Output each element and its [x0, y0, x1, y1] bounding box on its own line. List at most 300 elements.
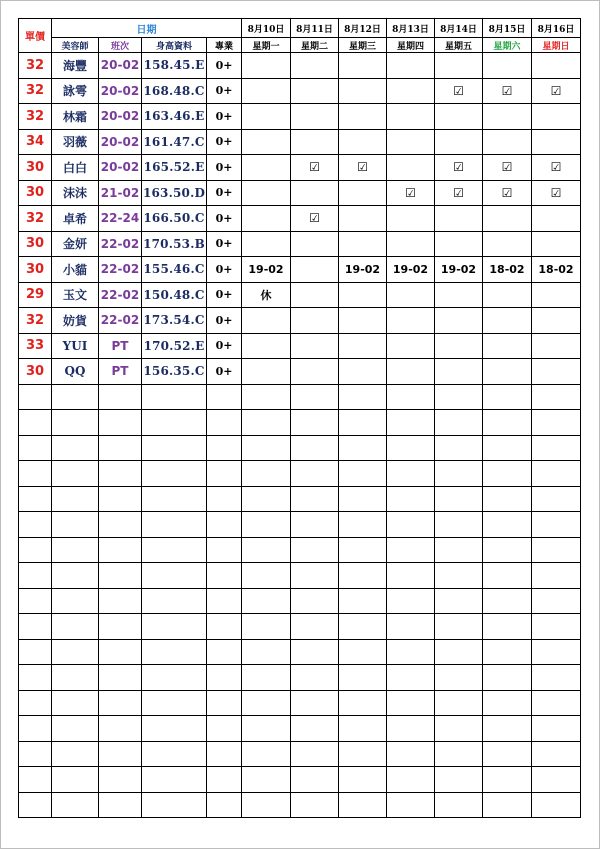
empty-cell	[291, 639, 339, 665]
empty-cell	[242, 588, 291, 614]
empty-cell	[339, 716, 387, 742]
price-cell: 33	[19, 333, 52, 359]
empty-cell	[242, 435, 291, 461]
empty-cell	[242, 384, 291, 410]
empty-cell	[387, 537, 435, 563]
schedule-cell	[291, 231, 339, 257]
empty-table-row	[19, 792, 581, 818]
empty-cell	[19, 614, 52, 640]
empty-cell	[207, 537, 242, 563]
empty-cell	[52, 767, 99, 793]
empty-cell	[435, 563, 483, 589]
price-cell: 34	[19, 129, 52, 155]
height-cell: 173.54.C	[142, 308, 207, 334]
empty-cell	[532, 563, 581, 589]
specialty-header: 專業	[207, 38, 242, 53]
schedule-cell	[339, 231, 387, 257]
table-row	[19, 104, 581, 130]
empty-cell	[291, 767, 339, 793]
specialty-cell: 0+	[207, 333, 242, 359]
schedule-cell	[387, 231, 435, 257]
empty-cell	[435, 690, 483, 716]
empty-cell	[99, 741, 142, 767]
empty-cell	[242, 486, 291, 512]
schedule-cell	[291, 359, 339, 385]
schedule-cell: 19-02	[242, 257, 291, 283]
empty-cell	[99, 614, 142, 640]
empty-cell	[339, 665, 387, 691]
empty-cell	[52, 716, 99, 742]
empty-cell	[532, 792, 581, 818]
empty-cell	[99, 767, 142, 793]
class-cell: 22-24	[99, 206, 142, 232]
checkbox-checked-icon: ☑	[435, 155, 483, 181]
schedule-cell	[532, 53, 581, 79]
stylist-header: 美容師	[52, 38, 99, 53]
empty-table-row	[19, 435, 581, 461]
empty-cell	[532, 665, 581, 691]
schedule-cell	[532, 206, 581, 232]
schedule-cell	[339, 180, 387, 206]
schedule-cell	[242, 53, 291, 79]
date-cell: 8月16日	[532, 19, 581, 38]
schedule-cell	[242, 129, 291, 155]
schedule-cell	[483, 282, 532, 308]
schedule-cell	[483, 104, 532, 130]
empty-table-row	[19, 767, 581, 793]
stylist-name-cell: QQ	[52, 359, 99, 385]
date-cell: 8月11日	[291, 19, 339, 38]
empty-table-row	[19, 614, 581, 640]
empty-cell	[291, 537, 339, 563]
empty-cell	[435, 384, 483, 410]
date-cell: 8月12日	[339, 19, 387, 38]
stylist-name-cell: 金妍	[52, 231, 99, 257]
empty-cell	[19, 435, 52, 461]
height-cell: 158.45.E	[142, 53, 207, 79]
empty-cell	[142, 767, 207, 793]
empty-cell	[435, 614, 483, 640]
empty-cell	[99, 461, 142, 487]
specialty-cell: 0+	[207, 129, 242, 155]
empty-cell	[291, 716, 339, 742]
empty-cell	[142, 639, 207, 665]
empty-cell	[532, 741, 581, 767]
empty-cell	[242, 767, 291, 793]
schedule-cell	[435, 282, 483, 308]
empty-cell	[142, 665, 207, 691]
empty-cell	[532, 716, 581, 742]
schedule-cell	[532, 308, 581, 334]
specialty-cell: 0+	[207, 206, 242, 232]
class-cell: PT	[99, 359, 142, 385]
schedule-cell	[483, 333, 532, 359]
date-cell: 8月10日	[242, 19, 291, 38]
empty-cell	[532, 614, 581, 640]
empty-cell	[242, 614, 291, 640]
class-cell: 22-02	[99, 308, 142, 334]
schedule-cell	[435, 104, 483, 130]
schedule-cell	[532, 282, 581, 308]
schedule-cell: 19-02	[339, 257, 387, 283]
empty-cell	[142, 410, 207, 436]
empty-cell	[207, 792, 242, 818]
schedule-cell	[387, 129, 435, 155]
schedule-cell	[435, 53, 483, 79]
empty-cell	[142, 716, 207, 742]
specialty-cell: 0+	[207, 155, 242, 181]
checkbox-checked-icon: ☑	[532, 155, 581, 181]
empty-cell	[339, 588, 387, 614]
specialty-cell: 0+	[207, 282, 242, 308]
schedule-cell	[387, 282, 435, 308]
schedule-cell	[291, 308, 339, 334]
price-cell: 32	[19, 206, 52, 232]
empty-cell	[242, 639, 291, 665]
specialty-cell: 0+	[207, 104, 242, 130]
empty-cell	[532, 410, 581, 436]
empty-cell	[483, 767, 532, 793]
empty-cell	[387, 563, 435, 589]
empty-cell	[99, 384, 142, 410]
empty-cell	[483, 639, 532, 665]
empty-cell	[339, 537, 387, 563]
empty-cell	[242, 537, 291, 563]
table-row	[19, 231, 581, 257]
empty-cell	[52, 512, 99, 538]
price-cell: 30	[19, 155, 52, 181]
empty-cell	[142, 537, 207, 563]
specialty-cell: 0+	[207, 359, 242, 385]
weekday-cell: 星期三	[339, 38, 387, 53]
schedule-cell	[435, 333, 483, 359]
height-cell: 161.47.C	[142, 129, 207, 155]
empty-cell	[52, 792, 99, 818]
specialty-cell: 0+	[207, 308, 242, 334]
empty-cell	[339, 486, 387, 512]
table-row	[19, 180, 581, 206]
empty-cell	[435, 665, 483, 691]
empty-cell	[483, 461, 532, 487]
empty-table-row	[19, 486, 581, 512]
empty-cell	[52, 588, 99, 614]
class-cell: 20-02	[99, 155, 142, 181]
height-cell: 165.52.E	[142, 155, 207, 181]
schedule-cell	[532, 231, 581, 257]
empty-cell	[435, 486, 483, 512]
schedule-cell	[339, 53, 387, 79]
empty-cell	[19, 410, 52, 436]
schedule-cell	[483, 206, 532, 232]
schedule-cell	[435, 206, 483, 232]
empty-cell	[242, 512, 291, 538]
date-cell: 8月13日	[387, 19, 435, 38]
table-row	[19, 53, 581, 79]
table-row	[19, 359, 581, 385]
schedule-cell	[483, 53, 532, 79]
empty-cell	[207, 486, 242, 512]
empty-cell	[387, 588, 435, 614]
stylist-name-cell: 白白	[52, 155, 99, 181]
schedule-cell	[291, 129, 339, 155]
empty-cell	[207, 716, 242, 742]
empty-cell	[242, 690, 291, 716]
empty-cell	[435, 588, 483, 614]
empty-cell	[19, 665, 52, 691]
empty-cell	[291, 690, 339, 716]
class-cell: 21-02	[99, 180, 142, 206]
schedule-table	[18, 18, 581, 818]
schedule-cell	[532, 129, 581, 155]
empty-cell	[142, 563, 207, 589]
schedule-cell	[387, 308, 435, 334]
specialty-cell: 0+	[207, 231, 242, 257]
empty-cell	[99, 716, 142, 742]
empty-table-row	[19, 461, 581, 487]
empty-cell	[52, 384, 99, 410]
empty-cell	[435, 792, 483, 818]
checkbox-checked-icon: ☑	[291, 155, 339, 181]
empty-cell	[142, 588, 207, 614]
checkbox-checked-icon: ☑	[387, 180, 435, 206]
table-row	[19, 308, 581, 334]
empty-cell	[99, 537, 142, 563]
checkbox-checked-icon: ☑	[483, 78, 532, 104]
empty-cell	[242, 410, 291, 436]
date-cell: 8月15日	[483, 19, 532, 38]
empty-cell	[19, 537, 52, 563]
empty-table-row	[19, 384, 581, 410]
schedule-cell	[242, 78, 291, 104]
empty-cell	[52, 563, 99, 589]
checkbox-checked-icon: ☑	[483, 180, 532, 206]
empty-cell	[387, 486, 435, 512]
height-cell: 166.50.C	[142, 206, 207, 232]
schedule-cell: 19-02	[435, 257, 483, 283]
empty-cell	[483, 665, 532, 691]
schedule-cell	[291, 78, 339, 104]
empty-cell	[19, 741, 52, 767]
stylist-name-cell: 沫沫	[52, 180, 99, 206]
price-cell: 30	[19, 180, 52, 206]
schedule-cell	[532, 333, 581, 359]
empty-cell	[387, 690, 435, 716]
empty-cell	[52, 461, 99, 487]
price-cell: 30	[19, 231, 52, 257]
schedule-cell	[435, 308, 483, 334]
empty-cell	[483, 537, 532, 563]
height-cell: 170.52.E	[142, 333, 207, 359]
empty-cell	[339, 384, 387, 410]
schedule-cell	[483, 359, 532, 385]
class-cell: PT	[99, 333, 142, 359]
empty-cell	[52, 537, 99, 563]
class-cell: 20-02	[99, 53, 142, 79]
schedule-cell	[435, 129, 483, 155]
empty-cell	[387, 461, 435, 487]
schedule-cell	[387, 53, 435, 79]
empty-cell	[483, 435, 532, 461]
empty-cell	[99, 639, 142, 665]
class-header: 班次	[99, 38, 142, 53]
empty-cell	[339, 639, 387, 665]
empty-cell	[483, 588, 532, 614]
empty-cell	[291, 435, 339, 461]
schedule-cell	[291, 282, 339, 308]
empty-cell	[532, 384, 581, 410]
empty-cell	[339, 512, 387, 538]
empty-cell	[532, 512, 581, 538]
empty-cell	[19, 639, 52, 665]
empty-cell	[52, 690, 99, 716]
empty-cell	[207, 741, 242, 767]
empty-cell	[99, 792, 142, 818]
empty-cell	[52, 435, 99, 461]
empty-cell	[339, 792, 387, 818]
empty-cell	[387, 792, 435, 818]
empty-cell	[483, 741, 532, 767]
schedule-cell	[387, 104, 435, 130]
weekday-cell: 星期五	[435, 38, 483, 53]
specialty-cell: 0+	[207, 257, 242, 283]
schedule-cell	[532, 359, 581, 385]
schedule-cell	[339, 308, 387, 334]
table-row	[19, 78, 581, 104]
checkbox-checked-icon: ☑	[291, 206, 339, 232]
empty-cell	[387, 435, 435, 461]
empty-table-row	[19, 665, 581, 691]
class-cell: 20-02	[99, 78, 142, 104]
empty-table-row	[19, 410, 581, 436]
schedule-cell	[435, 231, 483, 257]
price-cell: 32	[19, 308, 52, 334]
empty-cell	[532, 461, 581, 487]
empty-cell	[435, 512, 483, 538]
empty-table-row	[19, 537, 581, 563]
empty-cell	[19, 461, 52, 487]
date-group-title: 日期	[52, 19, 242, 38]
price-header: 單價	[19, 19, 52, 53]
empty-cell	[19, 792, 52, 818]
empty-cell	[291, 384, 339, 410]
checkbox-checked-icon: ☑	[435, 180, 483, 206]
empty-cell	[52, 410, 99, 436]
empty-cell	[291, 792, 339, 818]
empty-cell	[435, 767, 483, 793]
checkbox-checked-icon: ☑	[532, 78, 581, 104]
class-cell: 20-02	[99, 104, 142, 130]
schedule-cell	[291, 104, 339, 130]
empty-cell	[339, 690, 387, 716]
schedule-cell	[339, 78, 387, 104]
stylist-name-cell: 卓希	[52, 206, 99, 232]
empty-cell	[532, 639, 581, 665]
height-cell: 150.48.C	[142, 282, 207, 308]
table-row	[19, 155, 581, 181]
empty-cell	[435, 410, 483, 436]
weekday-cell-sunday: 星期日	[532, 38, 581, 53]
schedule-cell	[242, 104, 291, 130]
empty-cell	[242, 461, 291, 487]
empty-cell	[52, 741, 99, 767]
schedule-cell	[339, 359, 387, 385]
weekday-cell-saturday: 星期六	[483, 38, 532, 53]
empty-cell	[532, 767, 581, 793]
empty-cell	[207, 435, 242, 461]
empty-cell	[19, 690, 52, 716]
empty-cell	[99, 512, 142, 538]
empty-cell	[483, 512, 532, 538]
empty-cell	[207, 563, 242, 589]
height-cell: 156.35.C	[142, 359, 207, 385]
empty-cell	[435, 639, 483, 665]
empty-cell	[291, 410, 339, 436]
table-row	[19, 129, 581, 155]
checkbox-checked-icon: ☑	[435, 78, 483, 104]
header-row-dates	[19, 19, 581, 38]
empty-cell	[99, 435, 142, 461]
empty-cell	[339, 614, 387, 640]
specialty-cell: 0+	[207, 78, 242, 104]
day-off-cell: 休	[242, 282, 291, 308]
empty-table-row	[19, 588, 581, 614]
schedule-cell	[242, 155, 291, 181]
empty-cell	[339, 563, 387, 589]
empty-table-row	[19, 512, 581, 538]
empty-cell	[52, 639, 99, 665]
empty-cell	[339, 461, 387, 487]
empty-cell	[142, 614, 207, 640]
class-cell: 22-02	[99, 231, 142, 257]
empty-cell	[52, 486, 99, 512]
empty-cell	[19, 588, 52, 614]
schedule-cell	[242, 359, 291, 385]
empty-cell	[435, 537, 483, 563]
empty-cell	[99, 486, 142, 512]
empty-cell	[483, 792, 532, 818]
empty-cell	[483, 690, 532, 716]
empty-cell	[483, 410, 532, 436]
schedule-cell	[242, 333, 291, 359]
empty-cell	[52, 665, 99, 691]
empty-cell	[483, 563, 532, 589]
empty-cell	[207, 384, 242, 410]
stylist-name-cell: 小貓	[52, 257, 99, 283]
empty-cell	[242, 741, 291, 767]
price-cell: 30	[19, 359, 52, 385]
stylist-name-cell: 林霜	[52, 104, 99, 130]
empty-cell	[483, 486, 532, 512]
empty-cell	[19, 563, 52, 589]
weekday-cell: 星期四	[387, 38, 435, 53]
empty-cell	[532, 537, 581, 563]
empty-cell	[291, 461, 339, 487]
height-cell: 163.46.E	[142, 104, 207, 130]
price-cell: 29	[19, 282, 52, 308]
schedule-cell	[339, 206, 387, 232]
empty-cell	[291, 665, 339, 691]
empty-cell	[19, 512, 52, 538]
schedule-cell	[242, 231, 291, 257]
empty-cell	[207, 461, 242, 487]
empty-cell	[339, 767, 387, 793]
schedule-cell	[387, 359, 435, 385]
height-header: 身高資料	[142, 38, 207, 53]
empty-cell	[339, 410, 387, 436]
schedule-cell	[387, 333, 435, 359]
empty-cell	[207, 614, 242, 640]
empty-cell	[291, 614, 339, 640]
